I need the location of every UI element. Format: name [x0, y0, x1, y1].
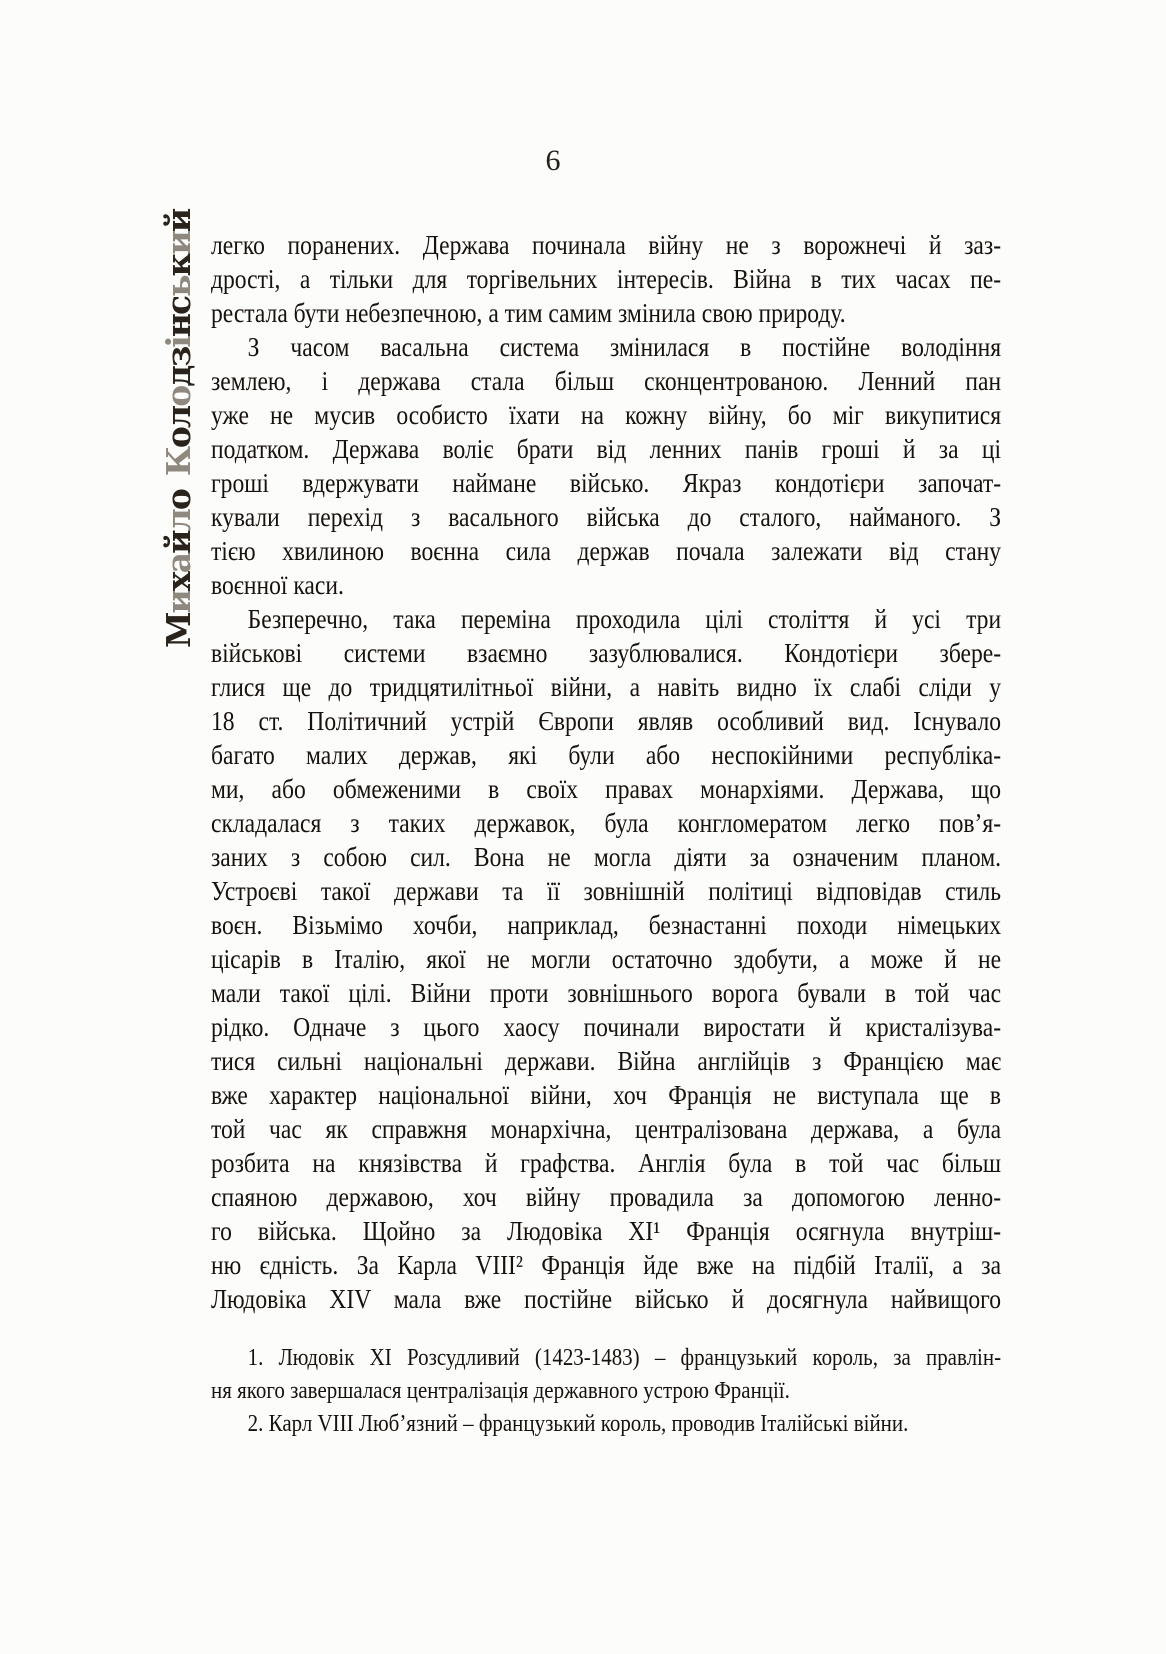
body-line-30: го війська. Щойно за Людовіка XI¹ Франція осягнула внутріш-: [211, 1216, 1002, 1246]
body-line-11: воєнної каси.: [211, 570, 344, 600]
body-line-10: тією хвилиною воєнна сила держав почала залежати від стану: [211, 536, 1002, 566]
body-line-4: З часом васальна система змінилася в постійне володіння: [247, 332, 1002, 362]
author-letter: к: [159, 254, 198, 277]
author-letter: н: [159, 315, 198, 338]
body-line-17: ми, або обмеженими в своїх правах монархіями. Держава, що: [211, 774, 1002, 804]
body-line-24: рідко. Одначе з цього хаосу починали виростати й кристалізува-: [211, 1012, 1002, 1042]
author-letter: з: [159, 347, 198, 367]
page-number: 6: [545, 144, 561, 177]
author-name-vertical: [158, 206, 200, 648]
body-line-2: дрості, а тільки для торгівельних інтересів. Війна в тих часах пе-: [211, 264, 1002, 294]
author-letter: и: [159, 232, 198, 255]
body-line-9: кували перехід з васального війська до сталого, найманого. З: [211, 502, 1002, 532]
body-line-26: вже характер національної війни, хоч Франція не виступала ще в: [211, 1080, 1002, 1110]
body-line-22: цісарів в Італію, якої не могли остаточно здобути, а може й не: [211, 944, 1002, 974]
footnote-line-2: ня якого завершалася централізація державного устрою Франції.: [211, 1378, 790, 1404]
body-text: [211, 228, 1001, 1316]
author-letter: л: [159, 510, 198, 532]
author-letter: М: [159, 613, 198, 648]
body-line-16: багато малих держав, які були або неспокійними республіка-: [211, 740, 1002, 770]
author-letter: о: [159, 428, 198, 449]
author-letter: й: [159, 209, 198, 233]
body-line-3: рестала бути небезпечною, а тим самим змінила свою природу.: [211, 298, 846, 328]
body-line-21: воєн. Візьмімо хочби, наприклад, безнастанні походи німецьких: [211, 910, 1002, 940]
body-line-20: Устроєві такої держави та її зовнішній політиці відповідав стиль: [211, 876, 1002, 906]
author-letter: о: [159, 490, 198, 511]
body-line-5: землею, і держава стала більш сконцентрованою. Ленний пан: [211, 366, 1002, 396]
author-letter: х: [159, 573, 198, 591]
body-line-25: тися сильні національні держави. Війна англійців з Францією має: [211, 1046, 1002, 1076]
author-letter: с: [159, 296, 198, 316]
text-column: [211, 228, 1001, 1441]
body-line-18: складалася з таких державок, була конгломератом легко пов’я-: [211, 808, 1002, 838]
author-letter: К: [159, 448, 198, 477]
body-line-8: гроші вдержувати наймане військо. Якраз кондотієри започат-: [211, 468, 1002, 498]
body-line-23: мали такої цілі. Війни проти зовнішнього ворога бували в той час: [211, 978, 1002, 1008]
body-line-1: легко поранених. Держава починала війну не з ворожнечі й заз-: [211, 230, 1002, 260]
author-letter: а: [159, 553, 198, 574]
author-letter: й: [159, 531, 198, 554]
body-line-6: уже не мусив особисто їхати на кожну війну, бо міг викупитися: [211, 400, 1002, 430]
footnote-line-3: 2. Карл VIII Люб’язний – французький король, проводив Італійські війни.: [247, 1411, 909, 1437]
body-line-27: той час як справжня монархічна, централізована держава, а була: [211, 1114, 1002, 1144]
body-line-14: глися ще до тридцятилітньої війни, а навіть видно їх слабі сліди у: [211, 672, 1002, 702]
body-line-32: Людовіка XIV мала вже постійне військо й досягнула найвищого: [211, 1284, 1002, 1314]
footnotes: [211, 1342, 1001, 1441]
body-line-12: Безперечно, така переміна проходила цілі століття й усі три: [247, 604, 1002, 634]
body-line-19: заних з собою сил. Вона не могла діяти за означеним планом.: [211, 842, 1002, 872]
body-line-7: податком. Держава воліє брати від ленних панів гроші й за ці: [211, 434, 1002, 464]
author-letter: и: [159, 590, 198, 614]
body-line-13: військові системи взаємно зазублювалися. Кондотієри збере-: [211, 638, 1002, 668]
author-letter: ь: [159, 276, 198, 297]
body-line-29: спаяною державою, хоч війну провадила за допомогою ленно-: [211, 1182, 1002, 1212]
body-line-28: розбита на князівства й графства. Англія була в той час більш: [211, 1148, 1002, 1178]
body-line-15: 18 ст. Політичний устрій Європи являв особливий вид. Існувало: [211, 706, 1002, 736]
footnote-line-1: 1. Людовік XI Розсудливий (1423-1483) – французький король, за правлін-: [247, 1345, 1002, 1371]
author-letter: д: [159, 366, 198, 387]
author-letter: о: [159, 386, 198, 407]
author-letter: і: [159, 337, 198, 348]
author-letter: л: [159, 406, 198, 429]
body-line-31: ню єдність. За Карла VIII² Франція йде вже на підбій Італії, а за: [211, 1250, 1002, 1280]
